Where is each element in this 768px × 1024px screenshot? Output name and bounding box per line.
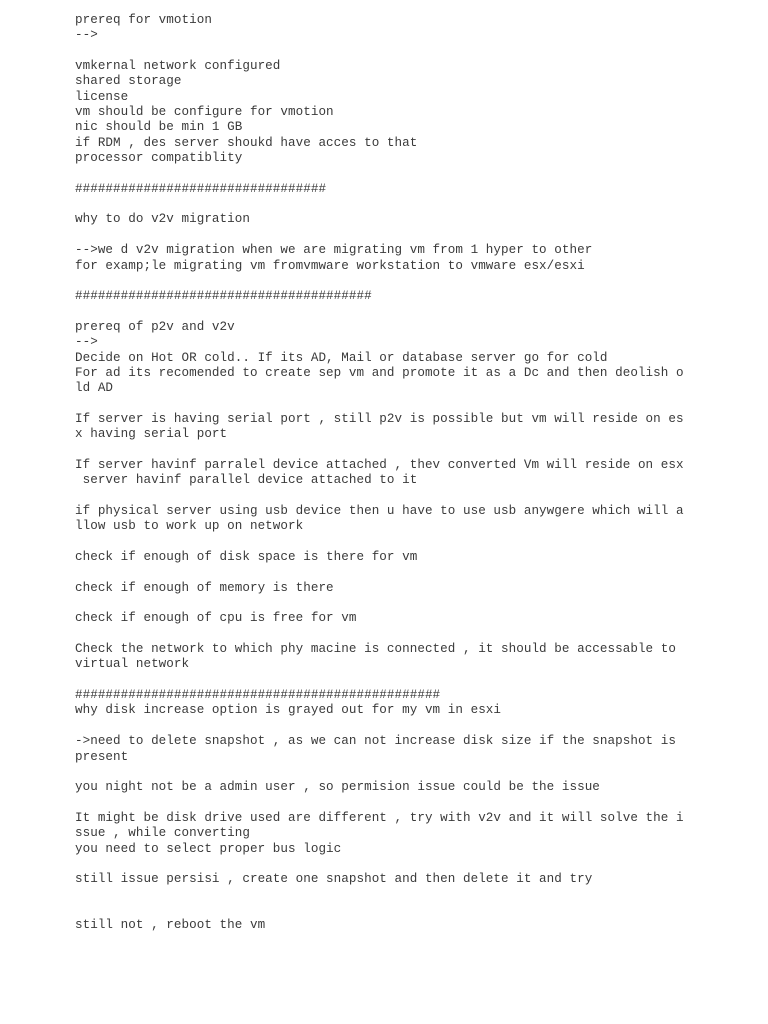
- text-line: -->: [75, 335, 98, 350]
- text-line: ->need to delete snapshot , as we can not increase disk size if the snapshot is: [75, 734, 676, 749]
- text-line: if RDM , des server shoukd have acces to that: [75, 135, 418, 150]
- text-line: #################################: [75, 181, 327, 196]
- text-line: why disk increase option is grayed out for my vm in esxi: [75, 703, 502, 718]
- text-line: For ad its recomended to create sep vm and promote it as a Dc and then deolish o: [75, 365, 684, 380]
- text-line: processor compatiblity: [75, 151, 243, 166]
- blank-line: [75, 489, 715, 504]
- text-line: #######################################: [75, 289, 372, 304]
- blank-line: [75, 274, 715, 289]
- blank-line: [75, 765, 715, 780]
- blank-line: [75, 796, 715, 811]
- text-line: -->we d v2v migration when we are migrating vm from 1 hyper to other: [75, 243, 593, 258]
- text-line: you night not be a admin user , so permision issue could be the issue: [75, 780, 600, 795]
- text-line: ssue , while converting: [75, 826, 250, 841]
- text-line: check if enough of memory is there: [75, 580, 334, 595]
- text-line: why to do v2v migration: [75, 212, 250, 227]
- blank-line: [75, 857, 715, 872]
- text-line: Check the network to which phy macine is connected , it should be accessable to: [75, 642, 676, 657]
- blank-line: [75, 397, 715, 412]
- blank-line: [75, 596, 715, 611]
- text-line: check if enough of cpu is free for vm: [75, 611, 357, 626]
- text-line: check if enough of disk space is there for vm: [75, 550, 418, 565]
- blank-line: [75, 228, 715, 243]
- text-line: vm should be configure for vmotion: [75, 105, 334, 120]
- blank-line: [75, 903, 715, 918]
- text-line: present: [75, 749, 129, 764]
- text-line: llow usb to work up on network: [75, 519, 304, 534]
- blank-line: [75, 197, 715, 212]
- text-line: If server havinf parralel device attached , thev converted Vm will reside on esx: [75, 457, 684, 472]
- blank-line: [75, 719, 715, 734]
- text-line: you need to select proper bus logic: [75, 841, 342, 856]
- text-line: ld AD: [75, 381, 114, 396]
- text-line: vmkernal network configured: [75, 59, 281, 74]
- text-line: Decide on Hot OR cold.. If its AD, Mail or database server go for cold: [75, 350, 608, 365]
- text-line: prereq of p2v and v2v: [75, 319, 235, 334]
- text-line: If server is having serial port , still p2v is possible but vm will reside on es: [75, 411, 684, 426]
- text-line: x having serial port: [75, 427, 228, 442]
- blank-line: [75, 673, 715, 688]
- text-line: nic should be min 1 GB: [75, 120, 243, 135]
- text-line: license: [75, 89, 129, 104]
- blank-line: [75, 44, 715, 59]
- blank-line: [75, 535, 715, 550]
- text-line: It might be disk drive used are different , try with v2v and it will solve the i: [75, 810, 684, 825]
- text-line: still issue persisi , create one snapshot and then delete it and try: [75, 872, 593, 887]
- blank-line: [75, 443, 715, 458]
- text-line: still not , reboot the vm: [75, 918, 266, 933]
- blank-line: [75, 627, 715, 642]
- text-line: for examp;le migrating vm fromvmware workstation to vmware esx/esxi: [75, 258, 585, 273]
- text-line: if physical server using usb device then u have to use usb anywgere which will a: [75, 504, 684, 518]
- document-body: [75, 13, 715, 934]
- text-line: server havinf parallel device attached to it: [75, 473, 418, 488]
- text-line: ################################################: [75, 688, 441, 703]
- text-line: shared storage: [75, 74, 182, 89]
- text-line: virtual network: [75, 657, 190, 672]
- text-line: prereq for vmotion: [75, 13, 212, 27]
- text-line: -->: [75, 28, 98, 43]
- blank-line: [75, 166, 715, 181]
- blank-line: [75, 888, 715, 903]
- blank-line: [75, 305, 715, 320]
- blank-line: [75, 565, 715, 580]
